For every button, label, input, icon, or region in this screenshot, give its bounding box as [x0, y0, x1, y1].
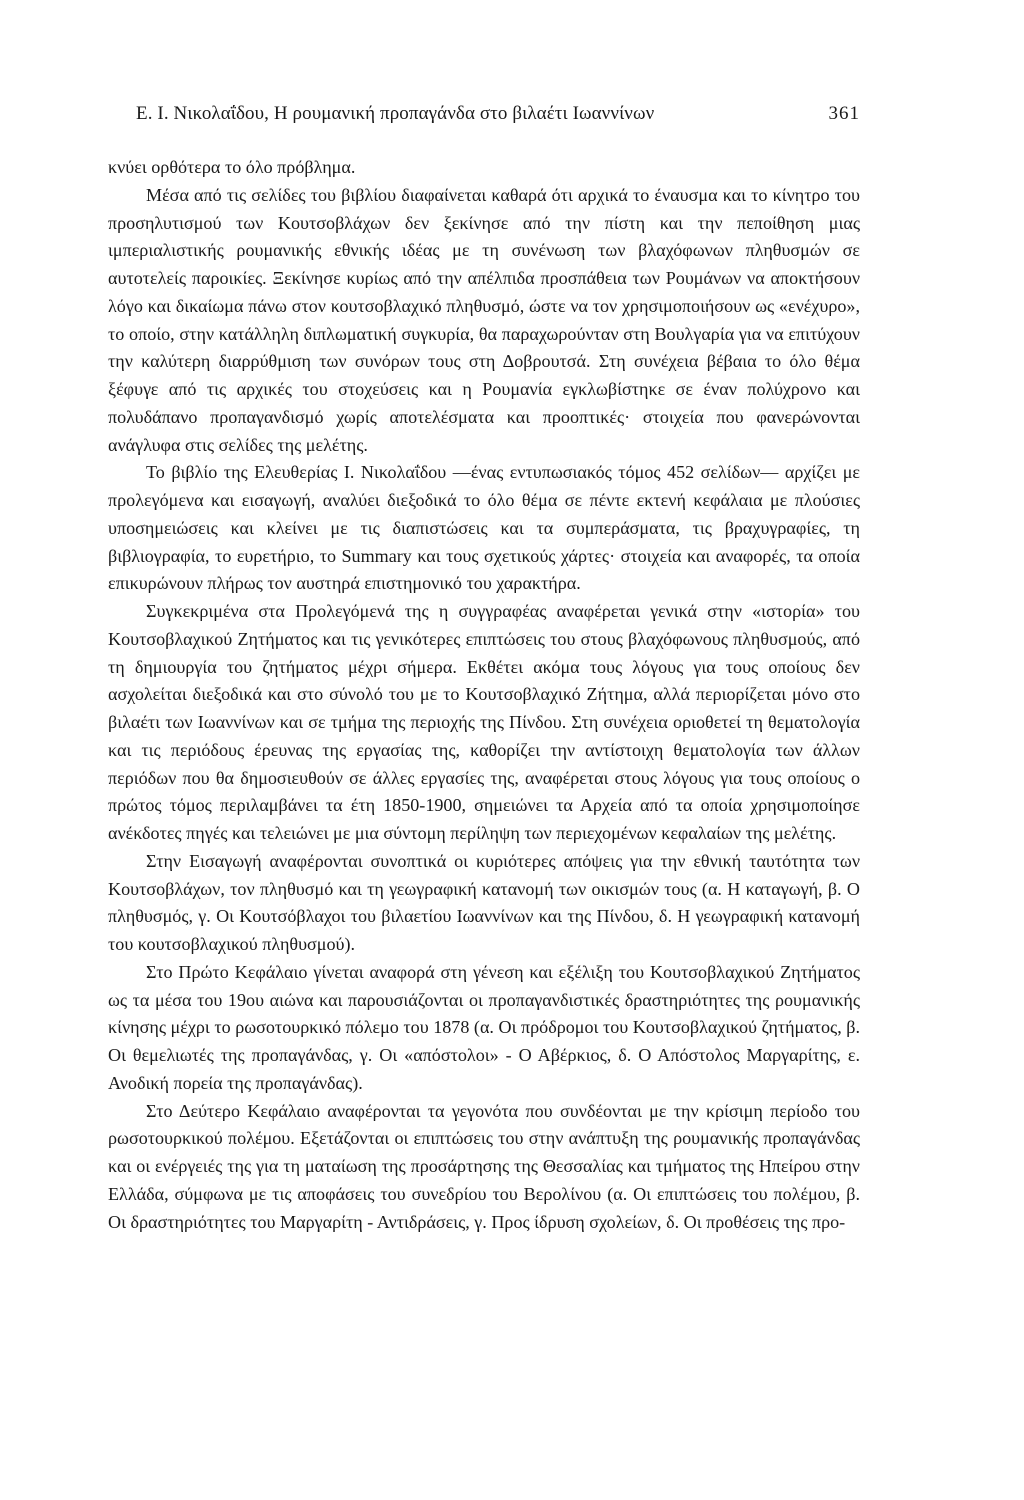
body-text — [108, 154, 860, 1236]
paragraph: Συγκεκριμένα στα Προλεγόμενά της η συγγραφέας αναφέρεται γενικά στην «ιστορία» του Κουτσοβλαχικού Ζητήματος και τις γενικότερες επιπτώσεις του στους βλαχόφωνους πληθυσμούς, από τη δημιουργία του ζητήματος μέχρι σήμερα. Εκθέτει ακόμα τους λόγους για τους οποίους δεν ασχολείται διεξοδικά και στο σύνολό του με το Κουτσοβλαχικό Ζήτημα, αλλά περιορίζεται μόνο στο βιλαέτι των Ιωαννίνων και σε τμήμα της περιοχής της Πίνδου. Στη συνέχεια οριοθετεί τη θεματολογία και τις περιόδους έρευνας της εργασίας της, καθορίζει την αντίστοιχη θεματολογία των άλλων περιόδων που θα δημοσιευθούν σε άλλες εργασίες της, αναφέρεται στους λόγους για τους οποίους ο πρώτος τόμος περιλαμβάνει τα έτη 1850-1900, σημειώνει τα Αρχεία από τα οποία χρησιμοποίησε ανέκδοτες πηγές και τελειώνει με μια σύντομη περίληψη των περιεχομένων κεφαλαίων της μελέτης. — [108, 601, 860, 843]
page-number: 361 — [828, 103, 860, 124]
paragraph: Στην Εισαγωγή αναφέρονται συνοπτικά οι κυριότερες απόψεις για την εθνική ταυτότητα των Κουτσοβλάχων, τον πληθυσμό και τη γεωγραφική κατανομή των οικισμών τους (α. Η καταγωγή, β. Ο πληθυσμός, γ. Οι Κουτσόβλαχοι του βιλαετίου Ιωαννίνων και της Πίνδου, δ. Η γεωγραφική κατανομή του κουτσοβλαχικού πληθυσμού). — [108, 850, 860, 954]
paragraph: Στο Δεύτερο Κεφάλαιο αναφέρονται τα γεγονότα που συνδέονται με την κρίσιμη περίοδο του ρωσοτουρκικού πολέμου. Εξετάζονται οι επιπτώσεις του στην ανάπτυξη της ρουμανικής προπαγάνδας και οι ενέργειές της για τη ματαίωση της προσάρτησης της Θεσσαλίας και τμήματος της Ηπείρου στην Ελλάδα, σύμφωνα με τις αποφάσεις του συνεδρίου του Βερολίνου (α. Οι επιπτώσεις του πολέμου, β. Οι δραστηριότητες του Μαργαρίτη - Αντιδράσεις, γ. Προς ίδρυση σχολείων, δ. Οι προθέσεις της προ- — [108, 1100, 860, 1232]
paragraph: Το βιβλίο της Ελευθερίας Ι. Νικολαΐδου —ένας εντυπωσιακός τόμος 452 σελίδων— αρχίζει με προλεγόμενα και εισαγωγή, αναλύει διεξοδικά το όλο θέμα σε πέντε εκτενή κεφάλαια με πλούσιες υποσημειώσεις και κλείνει με τις διαπιστώσεις και τα συμπεράσματα, τις βραχυγραφίες, τη βιβλιογραφία, το ευρετήριο, το Summary και τους σχετικούς χάρτες· στοιχεία και αναφορές, τα οποία επικυρώνουν πλήρως τον αυστηρά επιστημονικό του χαρακτήρα. — [108, 462, 860, 594]
running-header — [108, 100, 860, 128]
book-page — [108, 100, 860, 1236]
paragraph: Στο Πρώτο Κεφάλαιο γίνεται αναφορά στη γένεση και εξέλιξη του Κουτσοβλαχικού Ζητήματος ως τα μέσα του 19ου αιώνα και παρουσιάζονται οι προπαγανδιστικές δραστηριότητες της ρουμανικής κίνησης μέχρι το ρωσοτουρκικό πόλεμο του 1878 (α. Οι πρόδρομοι του Κουτσοβλαχικού ζητήματος, β. Οι θεμελιωτές της προπαγάνδας, γ. Οι «απόστολοι» - Ο Αβέρκιος, δ. Ο Απόστολος Μαργαρίτης, ε. Ανοδική πορεία της προπαγάνδας). — [108, 961, 860, 1093]
paragraph: Μέσα από τις σελίδες του βιβλίου διαφαίνεται καθαρά ότι αρχικά το έναυσμα και το κίνητρο του προσηλυτισμού των Κουτσοβλάχων δεν ξεκίνησε από την πίστη και την πεποίθηση μιας ιμπεριαλιστικής ρουμανικής εθνικής ιδέας με τη συνένωση των βλαχόφωνων πληθυσμών σε αυτοτελείς παροικίες. Ξεκίνησε κυρίως από την απέλπιδα προσπάθεια των Ρουμάνων να αποκτήσουν λόγο και δικαίωμα πάνω στον κουτσοβλαχικό πληθυσμό, ώστε να τον χρησιμοποιήσουν ως «ενέχυρο», το οποίο, στην κατάλληλη διπλωματική συγκυρία, θα παραχωρούνταν στη Βουλγαρία για να επιτύχουν την καλύτερη διαρρύθμιση των συνόρων τους στη Δοβρουτσά. Στη συνέχεια βέβαια το όλο θέμα ξέφυγε από τις αρχικές του στοχεύσεις και η Ρουμανία εγκλωβίστηκε σε έναν πολύχρονο και πολυδάπανο προπαγανδισμό χωρίς αποτελέσματα και προοπτικές· στοιχεία που φανερώνονται ανάγλυφα στις σελίδες της μελέτης. — [108, 184, 860, 455]
paragraph-continuation: κνύει ορθότερα το όλο πρόβλημα. — [108, 157, 356, 177]
running-title: Ε. Ι. Νικολαΐδου, Η ρουμανική προπαγάνδα στο βιλαέτι Ιωαννίνων — [136, 103, 655, 124]
